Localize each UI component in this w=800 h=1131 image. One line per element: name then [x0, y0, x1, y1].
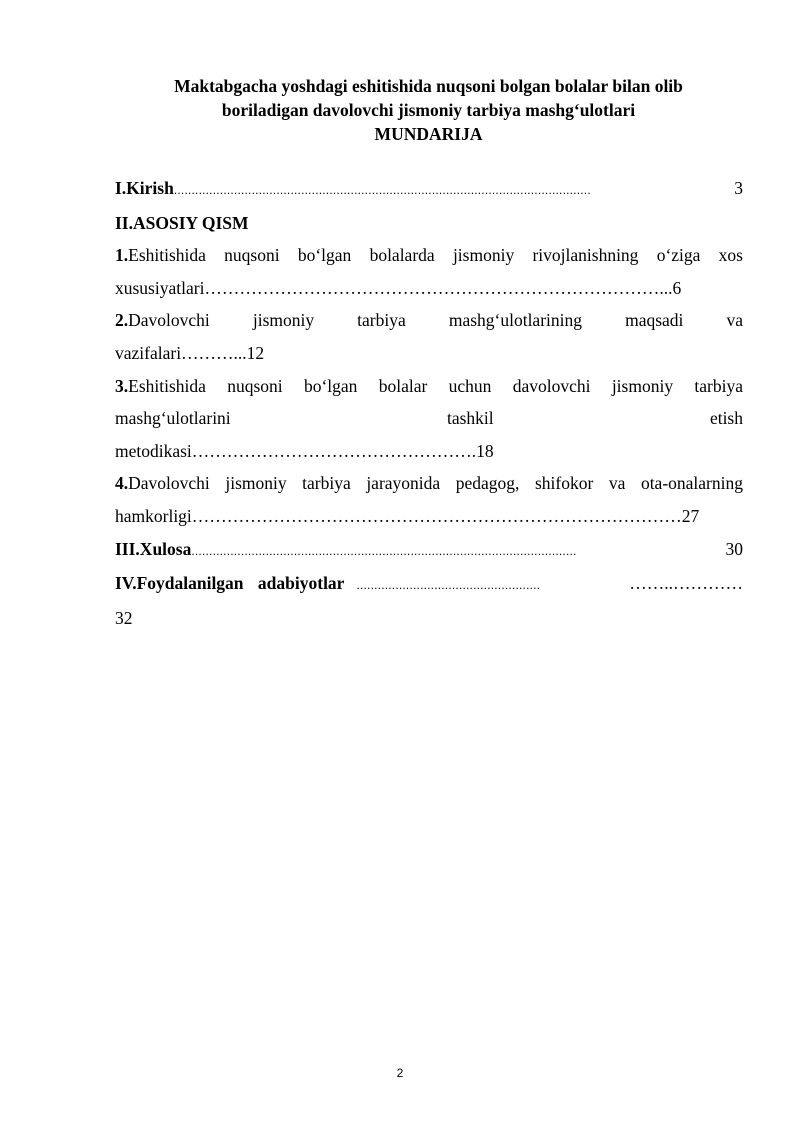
toc-entry-text: Davolovchi jismoniy tarbiya mashg‘ulotlarining maqsadi va: [128, 310, 743, 331]
toc-page-number: 3: [734, 178, 743, 198]
toc-page-number: 32: [115, 607, 133, 628]
contents-heading: MUNDARIJA: [374, 124, 483, 144]
toc-page-number: 30: [725, 538, 743, 559]
toc-section-heading: II.ASOSIY QISM: [115, 212, 249, 233]
toc-entry-1-continuation: xususiyatlari……………………………………………………………………...6: [115, 277, 682, 298]
toc-leader-dots: ....................................................: [356, 578, 541, 593]
toc-entry-label: IV.Foydalanilgan adabiyotlar: [115, 573, 345, 594]
toc-entry-text: Eshitishida nuqsoni bo‘lgan bolalar uchun davolovchi jismoniy tarbiya: [128, 375, 743, 396]
toc-entry-3-continuation-2: metodikasi………………………………………….18: [115, 440, 494, 461]
toc-entry-number: 1.: [115, 245, 129, 266]
document-title-block: [100, 74, 757, 146]
document-title-line-2: boriladigan davolovchi jismoniy tarbiya mashg‘ulotlari: [221, 100, 636, 120]
toc-entry-label: III.Xulosa: [115, 538, 192, 559]
toc-entry-3: [115, 370, 743, 403]
toc-entry-4-continuation: hamkorligi…………………………………………………………………………27: [115, 505, 700, 526]
toc-entry-foydalanilgan: [115, 567, 743, 602]
toc-entry-number: 3.: [115, 375, 129, 396]
toc-entry-4: [115, 467, 743, 500]
toc-entry-3-continuation: mashg‘ulotlarini tashkil etish: [115, 408, 743, 429]
toc-entry-xulosa: [115, 533, 743, 568]
toc-leader-dots: ......................................................................................................................: [173, 183, 591, 197]
toc-entry-2-continuation: vazifalari………...12: [115, 342, 265, 363]
toc-leader-dots: .............................................................................................................: [191, 543, 577, 558]
toc-entry-text: Davolovchi jismoniy tarbiya jarayonida pedagog, shifokor va ota-onalarning: [128, 473, 743, 494]
footer-page-number: 2: [396, 1066, 404, 1080]
document-title-line-1: Maktabgacha yoshdagi eshitishida nuqsoni bolgan bolalar bilan olib: [174, 76, 683, 96]
toc-entry-number: 2.: [115, 310, 129, 331]
toc-entry-2: [115, 304, 743, 337]
toc-entry-text: Eshitishida nuqsoni bo‘lgan bolalarda jismoniy rivojlanishning o‘ziga xos: [128, 245, 743, 266]
table-of-contents: [115, 172, 743, 634]
toc-entry-kirish: [115, 172, 743, 207]
toc-entry-number: 4.: [115, 473, 129, 494]
toc-entry-label: I.Kirish: [115, 178, 174, 198]
toc-entry-1: [115, 239, 743, 272]
toc-leader-tail: ……..…………: [629, 573, 743, 594]
